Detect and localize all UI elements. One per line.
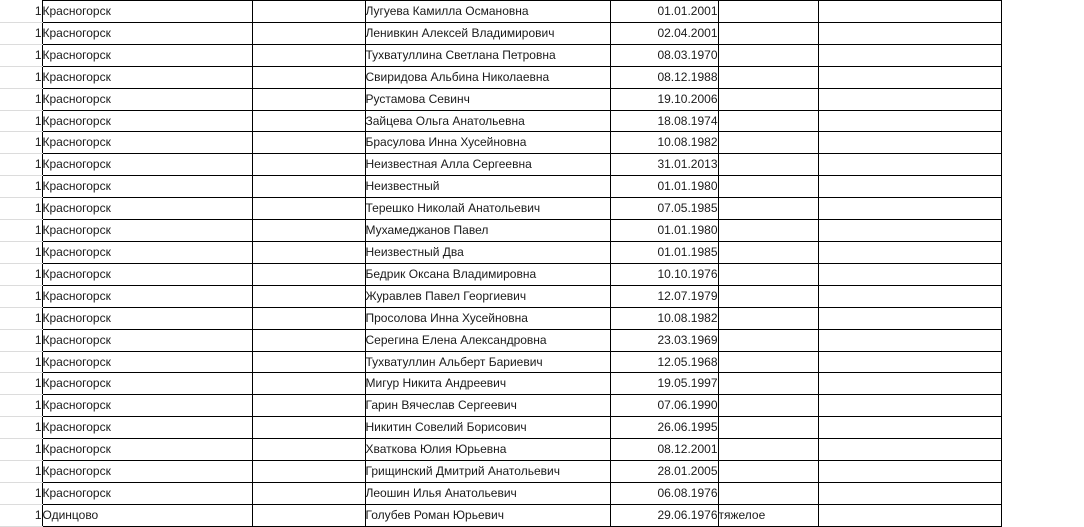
table-row[interactable] — [0, 44, 1001, 66]
cell-status[interactable] — [718, 241, 818, 263]
cell-empty-2[interactable] — [818, 439, 1001, 461]
cell-empty-1[interactable] — [252, 44, 365, 66]
table-row[interactable] — [0, 395, 1001, 417]
table-row[interactable] — [0, 307, 1001, 329]
cell-fullname[interactable]: Неизвестный Два — [365, 241, 610, 263]
cell-status[interactable] — [718, 263, 818, 285]
cell-city[interactable]: Красногорск — [42, 395, 252, 417]
cell-birthdate[interactable]: 01.01.1980 — [610, 176, 718, 198]
row-gutter-cell[interactable] — [0, 329, 22, 351]
cell-count[interactable]: 1 — [22, 132, 42, 154]
cell-count[interactable]: 1 — [22, 395, 42, 417]
cell-fullname[interactable]: Лугуева Камилла Османовна — [365, 1, 610, 23]
cell-fullname[interactable]: Неизвестная Алла Сергеевна — [365, 154, 610, 176]
cell-fullname[interactable]: Мухамеджанов Павел — [365, 220, 610, 242]
cell-status[interactable] — [718, 482, 818, 504]
cell-count[interactable]: 1 — [22, 373, 42, 395]
row-gutter-cell[interactable] — [0, 176, 22, 198]
cell-empty-1[interactable] — [252, 351, 365, 373]
cell-status[interactable] — [718, 307, 818, 329]
cell-empty-2[interactable] — [818, 132, 1001, 154]
cell-birthdate[interactable]: 26.06.1995 — [610, 417, 718, 439]
cell-empty-1[interactable] — [252, 417, 365, 439]
cell-city[interactable]: Красногорск — [42, 66, 252, 88]
row-gutter-cell[interactable] — [0, 504, 22, 526]
cell-city[interactable]: Красногорск — [42, 22, 252, 44]
cell-city[interactable]: Красногорск — [42, 461, 252, 483]
row-gutter-cell[interactable] — [0, 44, 22, 66]
cell-empty-1[interactable] — [252, 241, 365, 263]
cell-fullname[interactable]: Рустамова Севинч — [365, 88, 610, 110]
cell-count[interactable]: 1 — [22, 307, 42, 329]
cell-birthdate[interactable]: 31.01.2013 — [610, 154, 718, 176]
table-row[interactable] — [0, 66, 1001, 88]
cell-status[interactable] — [718, 329, 818, 351]
table-row[interactable] — [0, 176, 1001, 198]
cell-birthdate[interactable]: 18.08.1974 — [610, 110, 718, 132]
cell-birthdate[interactable]: 10.08.1982 — [610, 307, 718, 329]
cell-count[interactable]: 1 — [22, 110, 42, 132]
cell-fullname[interactable]: Бедрик Оксана Владимировна — [365, 263, 610, 285]
row-gutter-cell[interactable] — [0, 154, 22, 176]
table-row[interactable] — [0, 329, 1001, 351]
table-row[interactable] — [0, 263, 1001, 285]
cell-count[interactable]: 1 — [22, 44, 42, 66]
cell-empty-1[interactable] — [252, 220, 365, 242]
cell-city[interactable]: Красногорск — [42, 439, 252, 461]
table-row[interactable] — [0, 417, 1001, 439]
cell-city[interactable]: Красногорск — [42, 285, 252, 307]
cell-count[interactable]: 1 — [22, 88, 42, 110]
cell-empty-2[interactable] — [818, 1, 1001, 23]
cell-city[interactable]: Одинцово — [42, 504, 252, 526]
cell-empty-2[interactable] — [818, 482, 1001, 504]
row-gutter-cell[interactable] — [0, 110, 22, 132]
table-row[interactable] — [0, 154, 1001, 176]
table-row[interactable] — [0, 132, 1001, 154]
cell-status[interactable] — [718, 351, 818, 373]
cell-empty-2[interactable] — [818, 351, 1001, 373]
cell-empty-2[interactable] — [818, 263, 1001, 285]
cell-empty-2[interactable] — [818, 395, 1001, 417]
table-row[interactable] — [0, 351, 1001, 373]
cell-count[interactable]: 1 — [22, 66, 42, 88]
cell-fullname[interactable]: Неизвестный — [365, 176, 610, 198]
cell-count[interactable]: 1 — [22, 263, 42, 285]
cell-birthdate[interactable]: 01.01.1985 — [610, 241, 718, 263]
row-gutter-cell[interactable] — [0, 307, 22, 329]
cell-empty-1[interactable] — [252, 66, 365, 88]
table-body — [0, 1, 1001, 527]
cell-count[interactable]: 1 — [22, 482, 42, 504]
cell-status[interactable] — [718, 44, 818, 66]
row-gutter-cell[interactable] — [0, 285, 22, 307]
cell-status[interactable] — [718, 373, 818, 395]
cell-status[interactable] — [718, 132, 818, 154]
table-row[interactable] — [0, 241, 1001, 263]
table-row[interactable] — [0, 461, 1001, 483]
row-gutter-cell[interactable] — [0, 263, 22, 285]
cell-status[interactable] — [718, 417, 818, 439]
table-row[interactable] — [0, 504, 1001, 526]
cell-city[interactable]: Красногорск — [42, 1, 252, 23]
cell-count[interactable]: 1 — [22, 439, 42, 461]
cell-fullname[interactable]: Брасулова Инна Хусейновна — [365, 132, 610, 154]
cell-birthdate[interactable]: 07.06.1990 — [610, 395, 718, 417]
cell-empty-2[interactable] — [818, 220, 1001, 242]
row-gutter-cell[interactable] — [0, 395, 22, 417]
cell-empty-1[interactable] — [252, 439, 365, 461]
cell-status[interactable] — [718, 198, 818, 220]
cell-empty-2[interactable] — [818, 417, 1001, 439]
cell-status[interactable] — [718, 110, 818, 132]
cell-city[interactable]: Красногорск — [42, 198, 252, 220]
row-gutter-cell[interactable] — [0, 439, 22, 461]
cell-fullname[interactable]: Серегина Елена Александровна — [365, 329, 610, 351]
cell-empty-1[interactable] — [252, 461, 365, 483]
cell-empty-2[interactable] — [818, 198, 1001, 220]
row-gutter-cell[interactable] — [0, 132, 22, 154]
cell-fullname[interactable]: Хваткова Юлия Юрьевна — [365, 439, 610, 461]
cell-status[interactable] — [718, 176, 818, 198]
cell-birthdate[interactable]: 01.01.1980 — [610, 220, 718, 242]
row-gutter-cell[interactable] — [0, 198, 22, 220]
row-gutter-cell[interactable] — [0, 88, 22, 110]
cell-empty-1[interactable] — [252, 482, 365, 504]
cell-fullname[interactable]: Грищинский Дмитрий Анатольевич — [365, 461, 610, 483]
cell-empty-1[interactable] — [252, 132, 365, 154]
row-gutter-cell[interactable] — [0, 482, 22, 504]
cell-empty-1[interactable] — [252, 88, 365, 110]
row-gutter-cell[interactable] — [0, 417, 22, 439]
table-row[interactable] — [0, 1, 1001, 23]
cell-birthdate[interactable]: 10.10.1976 — [610, 263, 718, 285]
cell-city[interactable]: Красногорск — [42, 263, 252, 285]
table-row[interactable] — [0, 198, 1001, 220]
cell-city[interactable]: Красногорск — [42, 307, 252, 329]
cell-birthdate[interactable]: 08.03.1970 — [610, 44, 718, 66]
cell-empty-1[interactable] — [252, 198, 365, 220]
cell-fullname[interactable]: Никитин Совелий Борисович — [365, 417, 610, 439]
cell-birthdate[interactable]: 08.12.1988 — [610, 66, 718, 88]
cell-birthdate[interactable]: 08.12.2001 — [610, 439, 718, 461]
cell-city[interactable]: Красногорск — [42, 44, 252, 66]
cell-city[interactable]: Красногорск — [42, 417, 252, 439]
cell-status[interactable] — [718, 285, 818, 307]
cell-status[interactable] — [718, 461, 818, 483]
cell-status[interactable] — [718, 220, 818, 242]
cell-empty-2[interactable] — [818, 373, 1001, 395]
cell-count[interactable]: 1 — [22, 417, 42, 439]
cell-city[interactable]: Красногорск — [42, 329, 252, 351]
cell-count[interactable]: 1 — [22, 154, 42, 176]
cell-count[interactable]: 1 — [22, 176, 42, 198]
cell-fullname[interactable]: Леошин Илья Анатольевич — [365, 482, 610, 504]
cell-empty-1[interactable] — [252, 154, 365, 176]
cell-birthdate[interactable]: 19.10.2006 — [610, 88, 718, 110]
cell-empty-2[interactable] — [818, 110, 1001, 132]
cell-city[interactable]: Красногорск — [42, 351, 252, 373]
cell-city[interactable]: Красногорск — [42, 132, 252, 154]
cell-city[interactable]: Красногорск — [42, 220, 252, 242]
cell-birthdate[interactable]: 10.08.1982 — [610, 132, 718, 154]
cell-count[interactable]: 1 — [22, 241, 42, 263]
cell-status[interactable] — [718, 88, 818, 110]
cell-status[interactable] — [718, 22, 818, 44]
cell-count[interactable]: 1 — [22, 198, 42, 220]
table-row[interactable] — [0, 482, 1001, 504]
table-row[interactable] — [0, 110, 1001, 132]
cell-empty-1[interactable] — [252, 373, 365, 395]
cell-empty-2[interactable] — [818, 154, 1001, 176]
cell-birthdate[interactable]: 01.01.2001 — [610, 1, 718, 23]
cell-city[interactable]: Красногорск — [42, 373, 252, 395]
cell-status[interactable] — [718, 154, 818, 176]
cell-empty-2[interactable] — [818, 504, 1001, 526]
cell-empty-2[interactable] — [818, 22, 1001, 44]
table-row[interactable] — [0, 220, 1001, 242]
row-gutter-cell[interactable] — [0, 220, 22, 242]
row-gutter-cell[interactable] — [0, 351, 22, 373]
cell-city[interactable]: Красногорск — [42, 110, 252, 132]
cell-birthdate[interactable]: 07.05.1985 — [610, 198, 718, 220]
cell-count[interactable]: 1 — [22, 1, 42, 23]
table-row[interactable] — [0, 22, 1001, 44]
cell-empty-2[interactable] — [818, 329, 1001, 351]
table-row[interactable] — [0, 439, 1001, 461]
cell-fullname[interactable]: Голубев Роман Юрьевич — [365, 504, 610, 526]
cell-birthdate[interactable]: 23.03.1969 — [610, 329, 718, 351]
row-gutter-cell[interactable] — [0, 373, 22, 395]
cell-empty-2[interactable] — [818, 88, 1001, 110]
cell-empty-2[interactable] — [818, 461, 1001, 483]
cell-fullname[interactable]: Просолова Инна Хусейновна — [365, 307, 610, 329]
cell-city[interactable]: Красногорск — [42, 176, 252, 198]
cell-empty-2[interactable] — [818, 307, 1001, 329]
cell-empty-1[interactable] — [252, 176, 365, 198]
cell-count[interactable]: 1 — [22, 461, 42, 483]
cell-fullname[interactable]: Ленивкин Алексей Владимирович — [365, 22, 610, 44]
cell-birthdate[interactable]: 28.01.2005 — [610, 461, 718, 483]
cell-empty-1[interactable] — [252, 263, 365, 285]
cell-birthdate[interactable]: 06.08.1976 — [610, 482, 718, 504]
row-gutter-cell[interactable] — [0, 1, 22, 23]
cell-status[interactable] — [718, 395, 818, 417]
cell-city[interactable]: Красногорск — [42, 482, 252, 504]
cell-empty-1[interactable] — [252, 307, 365, 329]
cell-fullname[interactable]: Мигур Никита Андреевич — [365, 373, 610, 395]
row-gutter-cell[interactable] — [0, 66, 22, 88]
cell-status[interactable] — [718, 66, 818, 88]
cell-empty-2[interactable] — [818, 285, 1001, 307]
cell-fullname[interactable]: Журавлев Павел Георгиевич — [365, 285, 610, 307]
cell-city[interactable]: Красногорск — [42, 88, 252, 110]
cell-birthdate[interactable]: 12.05.1968 — [610, 351, 718, 373]
cell-fullname[interactable]: Свиридова Альбина Николаевна — [365, 66, 610, 88]
cell-status[interactable]: тяжелое — [718, 504, 818, 526]
cell-empty-2[interactable] — [818, 241, 1001, 263]
table-row[interactable] — [0, 285, 1001, 307]
cell-empty-2[interactable] — [818, 44, 1001, 66]
cell-fullname[interactable]: Тухватуллина Светлана Петровна — [365, 44, 610, 66]
cell-birthdate[interactable]: 02.04.2001 — [610, 22, 718, 44]
cell-empty-2[interactable] — [818, 66, 1001, 88]
cell-count[interactable]: 1 — [22, 504, 42, 526]
cell-status[interactable] — [718, 1, 818, 23]
cell-status[interactable] — [718, 439, 818, 461]
cell-empty-1[interactable] — [252, 329, 365, 351]
cell-count[interactable]: 1 — [22, 220, 42, 242]
cell-empty-1[interactable] — [252, 110, 365, 132]
row-gutter-cell[interactable] — [0, 241, 22, 263]
cell-fullname[interactable]: Тухватуллин Альберт Бариевич — [365, 351, 610, 373]
cell-count[interactable]: 1 — [22, 351, 42, 373]
cell-empty-1[interactable] — [252, 1, 365, 23]
cell-count[interactable]: 1 — [22, 22, 42, 44]
cell-fullname[interactable]: Зайцева Ольга Анатольевна — [365, 110, 610, 132]
row-gutter-cell[interactable] — [0, 22, 22, 44]
cell-empty-2[interactable] — [818, 176, 1001, 198]
cell-empty-1[interactable] — [252, 395, 365, 417]
cell-empty-1[interactable] — [252, 504, 365, 526]
cell-fullname[interactable]: Терешко Николай Анатольевич — [365, 198, 610, 220]
cell-birthdate[interactable]: 19.05.1997 — [610, 373, 718, 395]
table-row[interactable] — [0, 373, 1001, 395]
cell-fullname[interactable]: Гарин Вячеслав Сергеевич — [365, 395, 610, 417]
row-gutter-cell[interactable] — [0, 461, 22, 483]
cell-count[interactable]: 1 — [22, 285, 42, 307]
cell-empty-1[interactable] — [252, 22, 365, 44]
cell-birthdate[interactable]: 29.06.1976 — [610, 504, 718, 526]
cell-city[interactable]: Красногорск — [42, 241, 252, 263]
table-row[interactable] — [0, 88, 1001, 110]
cell-birthdate[interactable]: 12.07.1979 — [610, 285, 718, 307]
cell-count[interactable]: 1 — [22, 329, 42, 351]
cell-city[interactable]: Красногорск — [42, 154, 252, 176]
cell-empty-1[interactable] — [252, 285, 365, 307]
